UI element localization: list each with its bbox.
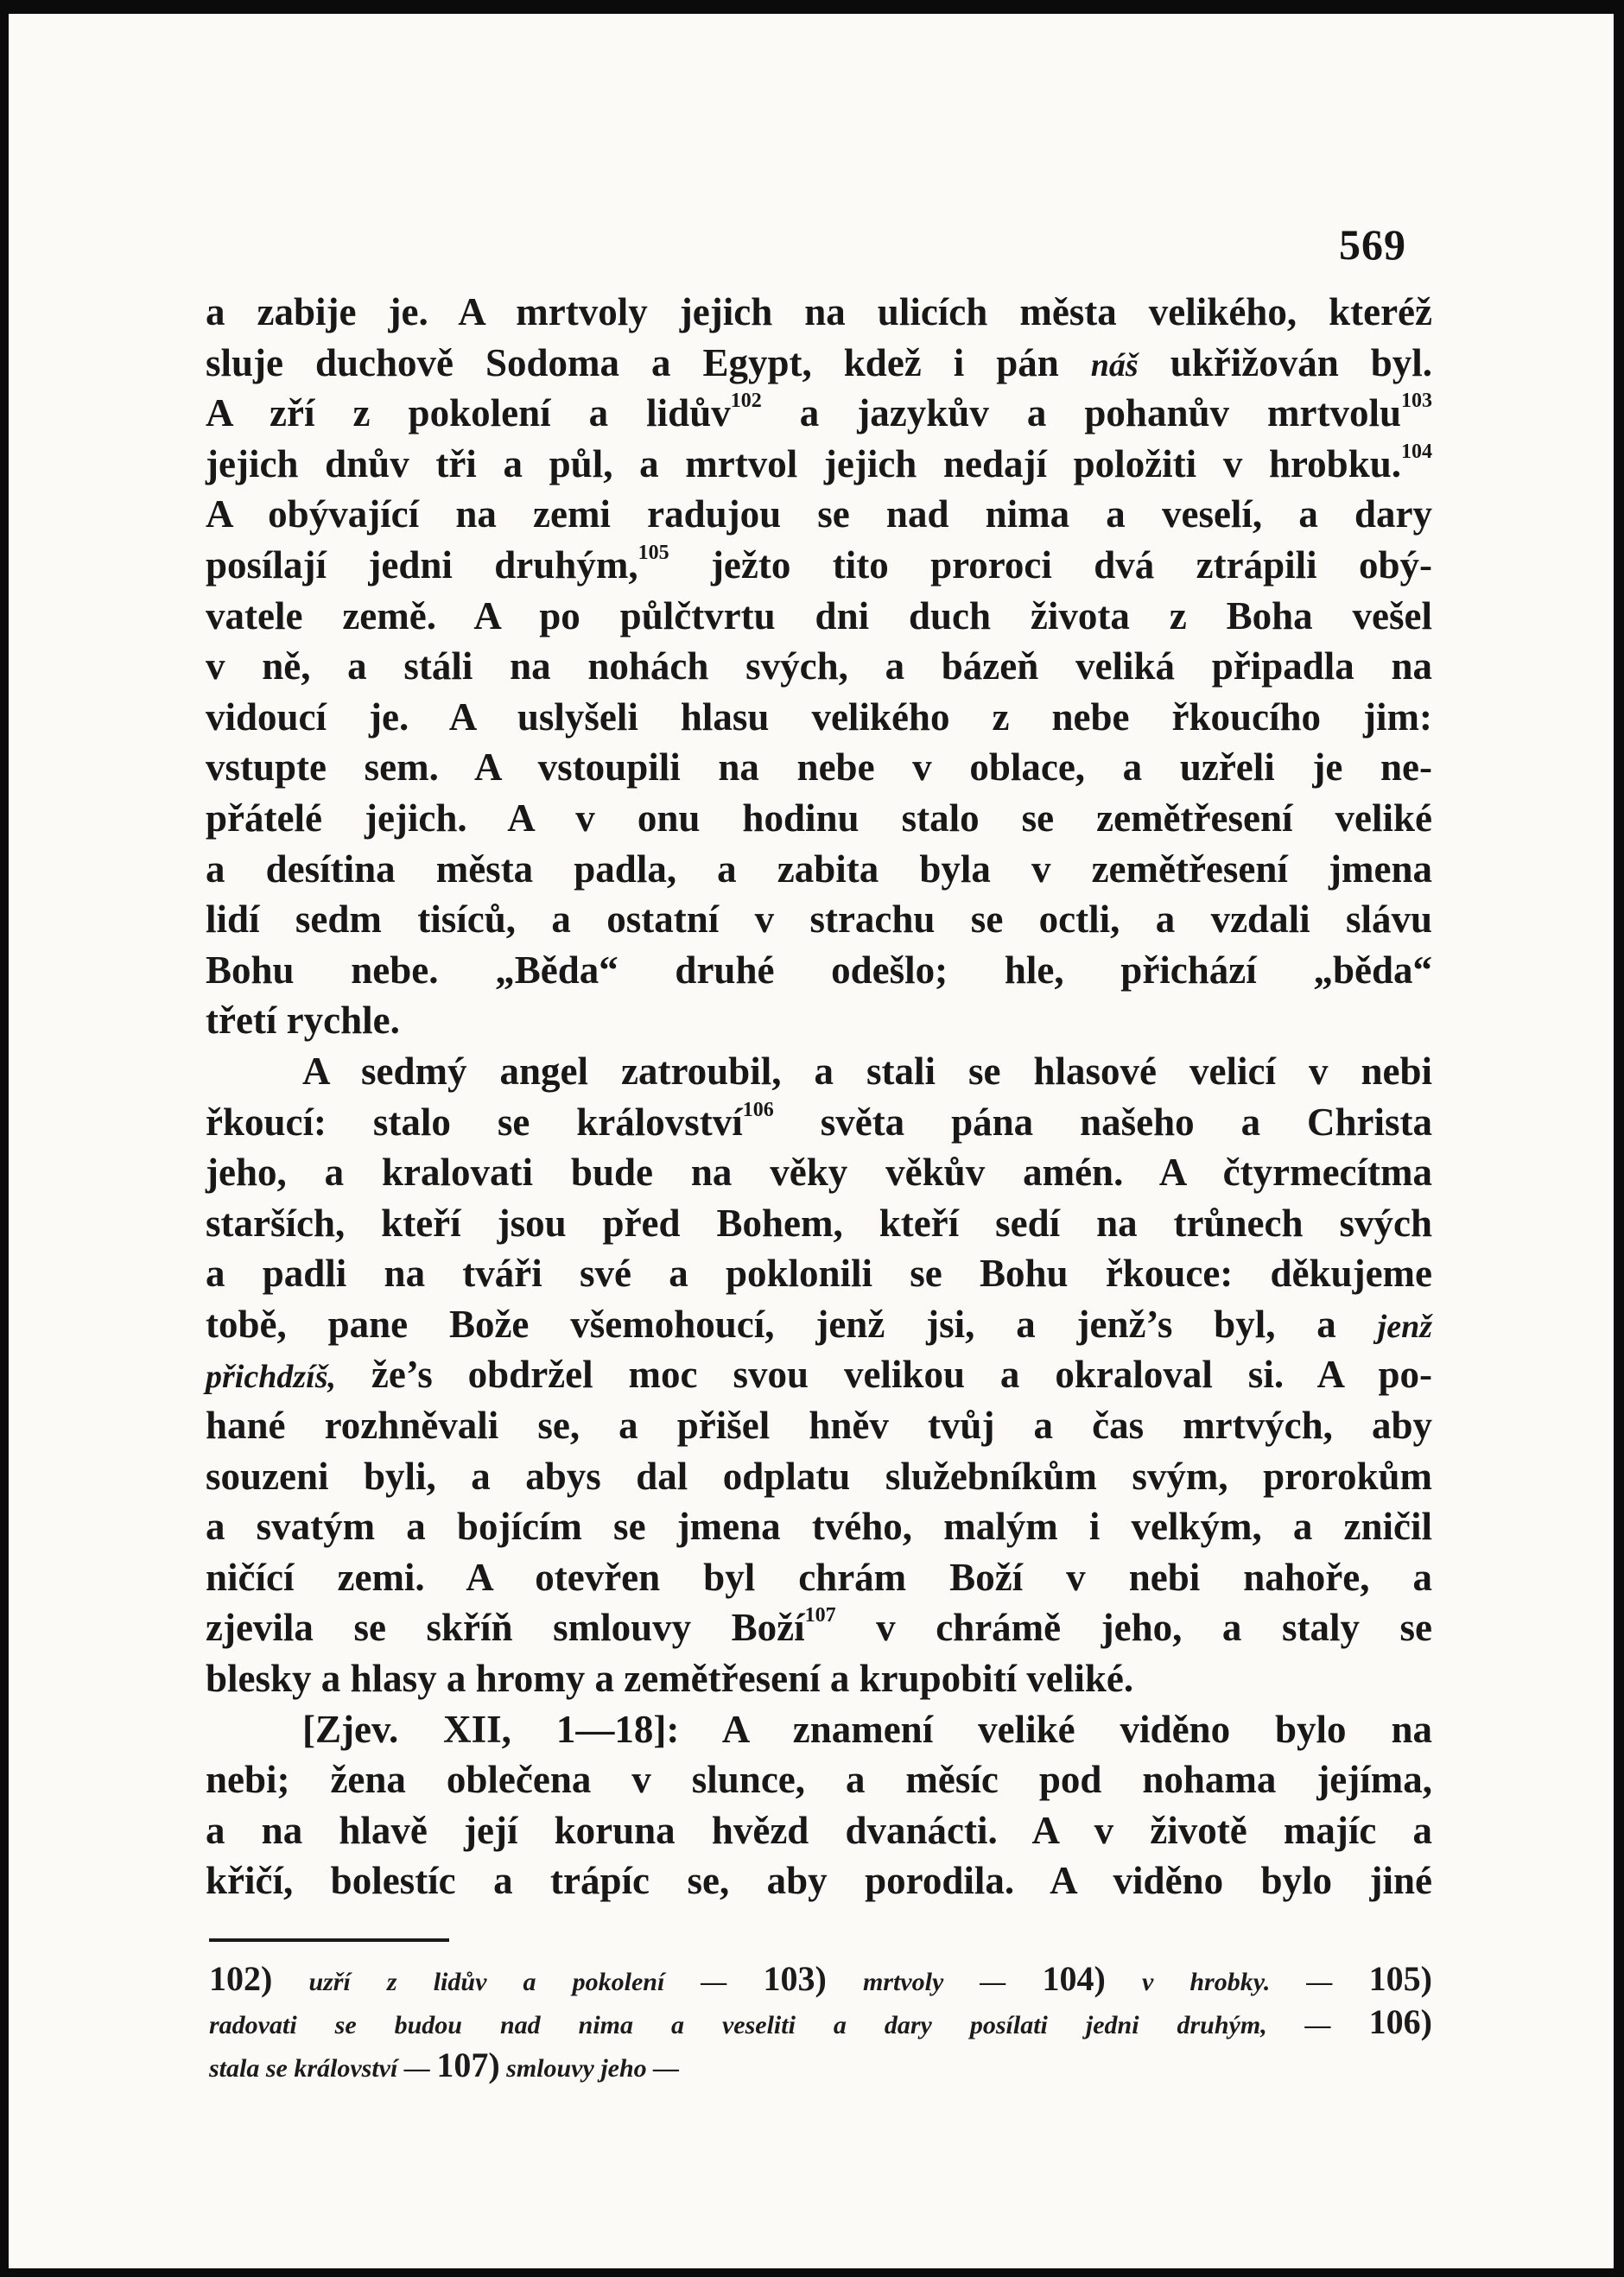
text-line [206, 1704, 1432, 1755]
footnote-line [209, 1957, 1432, 2001]
footnote-text: v hrobky. — [1105, 1968, 1369, 1996]
text-segment: lidí sedm tisíců, a ostatní v strachu se octli, a vzdali slávu [206, 897, 1432, 942]
text-segment: sluje duchově Sodoma a Egypt, kdež i pán [206, 340, 1091, 384]
body-text [206, 287, 1432, 1906]
text-line [206, 945, 1432, 996]
text-segment: jejich dnův tři a půl, a mrtvol jejich nedají položiti v hrobku. [206, 441, 1401, 485]
italic-segment: jenž [1377, 1308, 1432, 1345]
text-segment: jeho, a kralovati bude na věky věkův amén. A čtyrmecítma [206, 1151, 1432, 1195]
text-line [206, 591, 1432, 642]
text-segment: řkoucí: stalo se království [206, 1100, 743, 1144]
text-segment: [Zjev. XII, 1—18]: A znamení veliké viděno bylo na [302, 1707, 1432, 1751]
text-line [206, 844, 1432, 895]
footnote-reference: 102 [730, 390, 762, 413]
scanned-page [9, 14, 1614, 2268]
text-line [206, 995, 1432, 1046]
footnote-reference: 106 [742, 1098, 774, 1121]
text-segment: posílají jedni druhým, [206, 542, 638, 587]
footnote-text: uzří z lidův a pokolení — [272, 1968, 764, 1996]
text-segment: a zabije je. A mrtvoly jejich na ulicích města velikého, kteréž [206, 290, 1432, 333]
text-line [206, 338, 1432, 389]
text-segment: zjevila se skříň smlouvy Boží [206, 1606, 805, 1650]
footnote-text: mrtvoly — [826, 1968, 1043, 1996]
footnote-number: 106) [1368, 2002, 1432, 2041]
text-segment: a desítina města padla, a zabita byla v zemětřesení jmena [206, 847, 1432, 891]
text-line [206, 793, 1432, 844]
text-line [206, 1248, 1432, 1299]
text-segment: vstupte sem. A vstoupili na nebe v oblace, a uzřeli je ne- [206, 745, 1432, 790]
text-line [206, 894, 1432, 945]
text-segment: Bohu nebe. „Běda“ druhé odešlo; hle, přichází „běda“ [206, 948, 1432, 992]
text-segment: ničící zemi. A otevřen byl chrám Boží v nebi nahoře, a [206, 1555, 1432, 1599]
text-segment: přátelé jejich. A v onu hodinu stalo se zemětřesení veliké [206, 796, 1432, 840]
text-segment: ježto tito proroci dvá ztrápili obý- [669, 542, 1432, 587]
text-line [206, 489, 1432, 540]
footnote-number: 103) [763, 1959, 827, 1998]
text-segment: hané rozhněvali se, a přišel hněv tvůj a čas mrtvých, aby [206, 1404, 1432, 1448]
text-segment: třetí rychle. [206, 999, 400, 1043]
text-segment: že’s obdržel moc svou velikou a okraloval si. A po- [335, 1353, 1432, 1397]
footnote-number: 107) [436, 2045, 500, 2084]
text-line [206, 692, 1432, 743]
text-segment: A obývající na zemi radujou se nad nima a veselí, a dary [206, 492, 1432, 536]
text-segment: a padli na tváři své a poklonili se Bohu řkouce: děkujeme [206, 1252, 1432, 1296]
text-segment: v chrámě jeho, a staly se [835, 1606, 1432, 1650]
text-segment: a svatým a bojícím se jmena tvého, malým i velkým, a zničil [206, 1505, 1432, 1549]
text-segment: A zří z pokolení a lidův [206, 391, 731, 435]
text-line [206, 540, 1432, 591]
text-segment: ukřižován byl. [1138, 340, 1432, 384]
text-segment: v ně, a stáli na nohách svých, a bázeň veliká připadla na [206, 644, 1432, 688]
footnote-text: stala se království — [209, 2054, 437, 2083]
text-segment: tobě, pane Bože všemohoucí, jenž jsi, a jenž’s byl, a [206, 1302, 1378, 1346]
text-segment: vidoucí je. A uslyšeli hlasu velikého z nebe řkoucího jim: [206, 695, 1432, 739]
text-segment: nebi; žena oblečena v slunce, a měsíc pod nohama jejíma, [206, 1758, 1432, 1802]
text-line [206, 641, 1432, 692]
text-segment: vatele země. A po půlčtvrtu dni duch života z Boha vešel [206, 593, 1432, 637]
footnote-line [209, 2044, 1432, 2087]
text-line [206, 1653, 1432, 1704]
footnote-reference: 103 [1401, 390, 1432, 413]
page-number: 569 [1339, 220, 1406, 269]
text-line [206, 1046, 1432, 1097]
text-segment: a jazykův a pohanův mrtvolu [761, 391, 1401, 435]
text-line [206, 1349, 1432, 1400]
text-line [206, 742, 1432, 793]
text-line [206, 1400, 1432, 1451]
text-line [206, 1097, 1432, 1148]
text-segment: starších, kteří jsou před Bohem, kteří sedí na trůnech svých [206, 1201, 1432, 1245]
text-segment: světa pána našeho a Christa [773, 1100, 1433, 1144]
text-line [206, 1754, 1432, 1805]
text-segment: blesky a hlasy a hromy a zemětřesení a krupobití veliké. [206, 1657, 1134, 1701]
text-segment: A sedmý angel zatroubil, a stali se hlasové velicí v nebi [302, 1049, 1432, 1093]
footnote-number: 102) [209, 1959, 273, 1998]
italic-segment: náš [1090, 346, 1139, 384]
footnote-number: 104) [1042, 1959, 1106, 1998]
text-line [206, 1501, 1432, 1552]
footnote-rule [209, 1938, 449, 1942]
footnote-text: smlouvy jeho — [499, 2054, 680, 2083]
footnote-reference: 107 [804, 1604, 836, 1627]
footnote-number: 105) [1368, 1959, 1432, 1998]
text-line [206, 1805, 1432, 1856]
footnote-reference: 104 [1401, 440, 1432, 463]
text-line [206, 1198, 1432, 1249]
text-segment: souzeni byli, a abys dal odplatu služebníkům svým, prorokům [206, 1454, 1432, 1498]
text-line [206, 1602, 1432, 1653]
footnotes [209, 1957, 1432, 2087]
footnote-reference: 105 [638, 541, 669, 564]
text-line [206, 388, 1432, 439]
footnote-text: radovati se budou nad nima a veseliti a dary posílati jedni druhým, — [209, 2011, 1369, 2039]
text-line [206, 1855, 1432, 1906]
text-segment: a na hlavě její koruna hvězd dvanácti. A v životě majíc a [206, 1808, 1432, 1852]
italic-segment: přichdzíš, [206, 1359, 336, 1396]
footnote-line [209, 2001, 1432, 2044]
text-line [206, 439, 1432, 490]
text-line [206, 1299, 1432, 1350]
text-line [206, 1147, 1432, 1198]
text-line [206, 287, 1432, 338]
text-line [206, 1552, 1432, 1603]
text-segment: křičí, bolestíc a trápíc se, aby porodila. A viděno bylo jiné [206, 1859, 1432, 1903]
text-line [206, 1451, 1432, 1502]
